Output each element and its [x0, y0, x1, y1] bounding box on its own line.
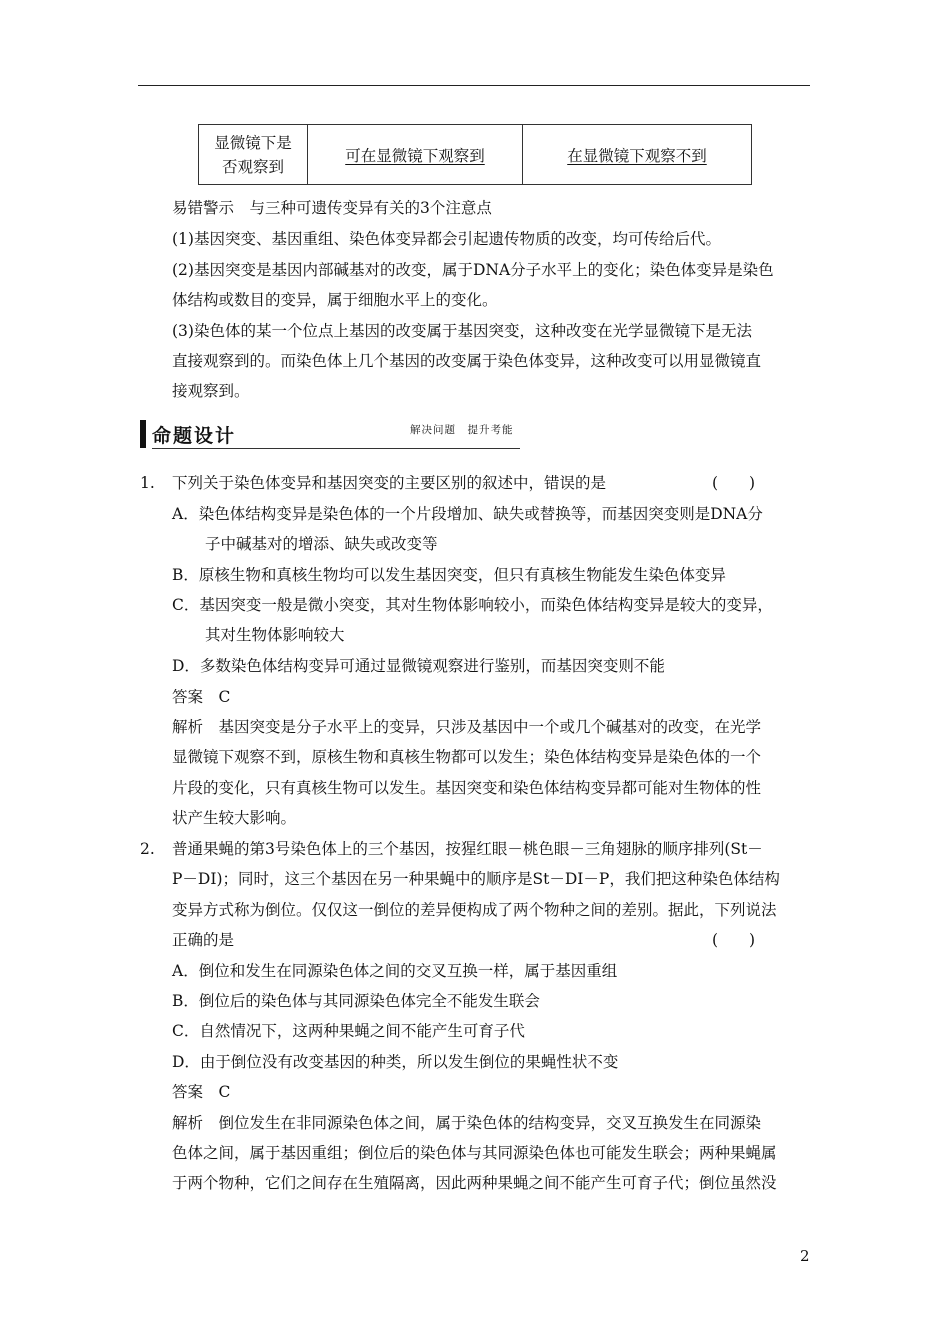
q1-stem: 下列关于染色体变异和基因突变的主要区别的叙述中，错误的是: [172, 474, 607, 492]
table-cell: [308, 125, 523, 185]
q1-answer: 答案 C: [172, 688, 231, 706]
q2-answer-blank: ( ): [712, 931, 756, 949]
row-label-line1: 显微镜下是: [214, 133, 292, 152]
q2-number: 2.: [140, 840, 155, 858]
note-1: (1)基因突变、基因重组、染色体变异都会引起遗传物质的改变，均可传给后代。: [172, 230, 721, 248]
q2-explanation-line3: 于两个物种，它们之间存在生殖隔离，因此两种果蝇之间不能产生可育子代；倒位虽然没: [172, 1174, 777, 1192]
q2-stem-line3: 变异方式称为倒位。仅仅这一倒位的差异便构成了两个物种之间的差别。据此，下列说法: [172, 901, 777, 919]
q1-explanation-line1: 解析 基因突变是分子水平上的变异，只涉及基因中一个或几个碱基对的改变，在光学: [172, 718, 762, 736]
q1-option-b: B．原核生物和真核生物均可以发生基因突变，但只有真核生物能发生染色体变异: [172, 566, 726, 584]
section-header: [140, 418, 520, 450]
section-rule: [152, 448, 520, 449]
q2-explanation-line1: 解析 倒位发生在非同源染色体之间，属于染色体的结构变异，交叉互换发生在同源染: [172, 1114, 762, 1132]
q2-stem-line2: P－DI)；同时，这三个基因在另一种果蝇中的顺序是St－DI－P，我们把这种染色体结构: [172, 870, 780, 888]
q1-option-c-line2: 其对生物体影响较大: [205, 626, 345, 644]
q2-option-c: C．自然情况下，这两种果蝇之间不能产生可育子代: [172, 1022, 525, 1040]
table-row-label: [199, 125, 308, 185]
section-subtitle: 解决问题 提升考能: [410, 424, 514, 436]
notes-title: 易错警示 与三种可遗传变异有关的3个注意点: [172, 199, 492, 217]
note-3-line2: 直接观察到的。而染色体上几个基因的改变属于染色体变异，这种改变可以用显微镜直: [172, 352, 762, 370]
q2-stem-line1: 普通果蝇的第3号染色体上的三个基因，按猩红眼－桃色眼－三角翅脉的顺序排列(St－: [172, 840, 763, 858]
header-rule: [138, 85, 810, 86]
q2-stem-line4: 正确的是: [172, 931, 235, 949]
q1-explanation-line3: 片段的变化，只有真核生物可以发生。基因突变和染色体结构变异都可能对生物体的性: [172, 779, 762, 797]
page-number: 2: [800, 1247, 810, 1265]
q1-option-a-line1: A．染色体结构变异是染色体的一个片段增加、缺失或替换等，而基因突变则是DNA分: [172, 505, 763, 523]
note-3-line1: (3)染色体的某一个位点上基因的改变属于基因突变，这种改变在光学显微镜下是无法: [172, 322, 752, 340]
cell-not-observable: 在显微镜下观察不到: [567, 146, 707, 165]
note-2-line1: (2)基因突变是基因内部碱基对的改变，属于DNA分子水平上的变化；染色体变异是染色: [172, 261, 774, 279]
q2-option-a: A．倒位和发生在同源染色体之间的交叉互换一样，属于基因重组: [172, 962, 618, 980]
q2-option-b: B．倒位后的染色体与其同源染色体完全不能发生联会: [172, 992, 540, 1010]
q2-explanation-line2: 色体之间，属于基因重组；倒位后的染色体与其同源染色体也可能发生联会；两种果蝇属: [172, 1144, 777, 1162]
section-bar: [140, 420, 146, 448]
q1-number: 1.: [140, 474, 155, 492]
cell-observable: 可在显微镜下观察到: [345, 146, 485, 165]
q1-answer-blank: ( ): [712, 474, 756, 492]
q1-explanation-line4: 状产生较大影响。: [172, 809, 297, 827]
section-title: 命题设计: [152, 425, 237, 447]
table-row: [199, 125, 752, 185]
comparison-table: [198, 124, 752, 185]
q1-option-c-line1: C．基因突变一般是微小突变，其对生物体影响较小，而染色体结构变异是较大的变异，: [172, 596, 773, 614]
note-3-line3: 接观察到。: [172, 382, 250, 400]
q1-option-a-line2: 子中碱基对的增添、缺失或改变等: [205, 535, 438, 553]
row-label-line2: 否观察到: [221, 157, 284, 176]
q2-answer: 答案 C: [172, 1083, 231, 1101]
table-cell: [523, 125, 752, 185]
q2-option-d: D．由于倒位没有改变基因的种类，所以发生倒位的果蝇性状不变: [172, 1053, 619, 1071]
note-2-line2: 体结构或数目的变异，属于细胞水平上的变化。: [172, 291, 498, 309]
q1-explanation-line2: 显微镜下观察不到，原核生物和真核生物都可以发生；染色体结构变异是染色体的一个: [172, 748, 762, 766]
q1-option-d: D．多数染色体结构变异可通过显微镜观察进行鉴别，而基因突变则不能: [172, 657, 665, 675]
